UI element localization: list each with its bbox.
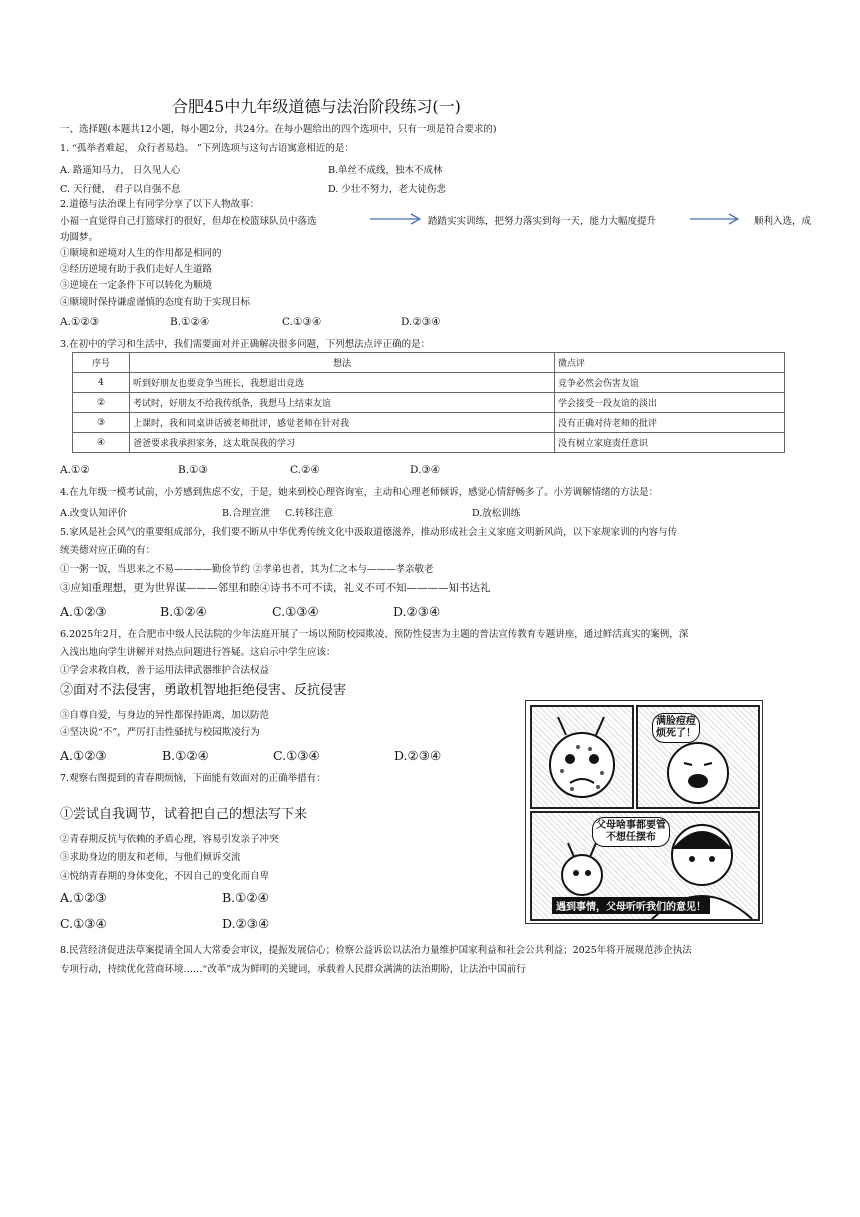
q4-option-b[interactable]: B.合理宣泄 <box>222 508 271 519</box>
q2-statement-3: ③逆境在一定条件下可以转化为顺境 <box>60 280 213 291</box>
q7-option-c[interactable]: C.①③④ <box>60 916 107 931</box>
comic-bubble <box>592 817 670 847</box>
table-cell: 爸爸要求我承担家务，这太耽误我的学习 <box>130 433 555 453</box>
q2-statement-1: ①顺境和逆境对人生的作用都是相同的 <box>60 248 222 259</box>
q3-option-c[interactable]: C.②④ <box>290 464 320 476</box>
comic-bubble-text: 父母啥事都要管 <box>596 820 666 831</box>
table-row <box>73 413 785 433</box>
q6-stem-line1: 6.2025年2月，在合肥市中级人民法院的少年法庭开展了一场以预防校园欺凌、预防性侵害为主题的普法宣传教育专题讲座，通过鲜活真实的案例，深 <box>60 629 689 640</box>
q5-statements-3-4: ③应知重理想，更为世界谋———邻里和睦④诗书不可不读，礼义不可不知————知书达礼 <box>60 582 491 594</box>
q5-statements-1-2: ①一粥一饭，当思来之不易————勤俭节约 ②孝弟也者，其为仁之本与———孝亲敬老 <box>60 564 434 575</box>
q1-option-b[interactable]: B.单丝不成线，独木不成林 <box>328 165 443 176</box>
table-cell: 听到好朋友也要竞争当班长，我想退出竞选 <box>130 373 555 393</box>
q2-option-d[interactable]: D.②③④ <box>401 316 441 328</box>
q2-story-part1: 小福一直觉得自己打篮球打的很好，但却在校篮球队员中落选 <box>60 216 317 227</box>
q4-option-a[interactable]: A.改变认知评价 <box>60 508 127 519</box>
table-cell: 学会接受一段友谊的淡出 <box>555 393 785 413</box>
q7-stem: 7.观察右图提到的青春期烦恼，下面能有效面对的正确举措有： <box>60 773 326 784</box>
q2-story-part4: 功圆梦。 <box>60 232 99 243</box>
comic-bubble-text: 不想任摆布 <box>606 832 656 843</box>
comic-panel-2 <box>636 705 760 809</box>
q6-option-c[interactable]: C.①③④ <box>273 748 320 763</box>
q2-story-part3: 顺利入选，成 <box>754 216 812 227</box>
q5-option-b[interactable]: B.①②④ <box>160 604 207 619</box>
q6-stem-line2: 入浅出地向学生讲解并对热点问题进行答疑。这启示中学生应该： <box>60 647 336 658</box>
comic-panel-3 <box>530 811 760 921</box>
table-cell: ② <box>73 393 130 413</box>
table-cell: ④ <box>73 433 130 453</box>
table-cell: 上课时，我和同桌讲话被老师批评，感觉老师在针对我 <box>130 413 555 433</box>
q2-option-a[interactable]: A.①②③ <box>60 316 100 328</box>
q3-option-d[interactable]: D.③④ <box>410 464 441 476</box>
arrow-right-icon <box>688 212 744 226</box>
q7-statement-3: ③求助身边的朋友和老师，与他们倾诉交流 <box>60 852 241 863</box>
table-cell: 竞争必然会伤害友谊 <box>555 373 785 393</box>
q5-option-a[interactable]: A.①②③ <box>60 604 107 619</box>
comic-caption: 遇到事情，父母听听我们的意见！ <box>552 897 710 914</box>
q5-option-d[interactable]: D.②③④ <box>393 604 441 619</box>
puberty-comic-illustration <box>525 700 763 924</box>
comic-bubble-text: 烦死了！ <box>656 728 696 739</box>
table-header-cell: 想法 <box>130 353 555 373</box>
q1-option-c[interactable]: C. 天行健， 君子以自强不息 <box>60 184 181 195</box>
q6-option-b[interactable]: B.①②④ <box>162 748 209 763</box>
q6-option-d[interactable]: D.②③④ <box>394 748 442 763</box>
q4-option-d[interactable]: D.放松训练 <box>472 508 521 519</box>
q2-statement-4: ④顺境时保持谦虚谨慎的态度有助于实现目标 <box>60 297 251 308</box>
q7-statement-2: ②青春期反抗与依赖的矛盾心理，容易引发亲子冲突 <box>60 834 279 845</box>
q1-option-d[interactable]: D. 少壮不努力，老大徒伤悲 <box>328 184 446 195</box>
section-heading: 一、选择题(本题共12小题，每小题2分，共24分。在每小题给出的四个选项中，只有一项是符合要求的) <box>60 124 497 135</box>
q4-stem: 4.在九年级一模考试前，小芳感到焦虑不安，于是，她来到校心理咨询室，主动和心理老师倾诉，感觉心情舒畅多了。小芳调解情绪的方法是： <box>60 487 659 498</box>
page-title: 合肥45中九年级道德与法治阶段练习(一) <box>172 97 461 116</box>
acne-face-icon <box>532 707 632 807</box>
table-cell: ③ <box>73 413 130 433</box>
table-cell: 4 <box>73 373 130 393</box>
q8-stem-line1: 8.民营经济促进法草案提请全国人大常委会审议，提振发展信心；检察公益诉讼以法治力量维护国家利益和社会公共利益；2025年将开展规范涉企执法 <box>60 945 692 956</box>
q4-option-c[interactable]: C.转移注意 <box>285 508 333 519</box>
q3-stem: 3.在初中的学习和生活中，我们需要面对并正确解决很多问题，下列想法点评正确的是： <box>60 339 431 350</box>
q2-option-b[interactable]: B.①②④ <box>170 316 210 328</box>
q6-statement-2: ②面对不法侵害，勇敢机智地拒绝侵害、反抗侵害 <box>60 683 347 698</box>
q8-stem-line2: 专项行动，持续优化营商环境……“改革”成为鲜明的关键词，承载着人民群众满满的法治期盼，让法治中国前行 <box>60 964 526 975</box>
q6-statement-1: ①学会求救自救，善于运用法律武器维护合法权益 <box>60 665 270 676</box>
q7-option-a[interactable]: A.①②③ <box>60 890 107 905</box>
q2-story-part2: 踏踏实实训练，把努力落实到每一天，能力大幅度提升 <box>428 216 657 227</box>
table-cell: 考试时，好朋友不给我传纸条，我想马上结束友谊 <box>130 393 555 413</box>
comic-panel-1 <box>530 705 634 809</box>
q3-option-a[interactable]: A.①② <box>60 464 90 476</box>
q3-option-b[interactable]: B.①③ <box>178 464 208 476</box>
table-header-cell: 序号 <box>73 353 130 373</box>
q3-table <box>72 352 785 453</box>
comic-bubble <box>652 713 700 743</box>
q2-stem: 2.道德与法治课上有同学分享了以下人物故事： <box>60 199 260 210</box>
table-row <box>73 433 785 453</box>
q6-statement-4: ④坚决说“不”，严厉打击性骚扰与校园欺凌行为 <box>60 727 260 738</box>
q5-option-c[interactable]: C.①③④ <box>272 604 319 619</box>
q7-statement-4: ④悦纳青春期的身体变化，不因自己的变化而自卑 <box>60 871 270 882</box>
q5-stem-line1: 5.家风是社会风气的重要组成部分，我们要不断从中华优秀传统文化中汲取道德滋养，推动形成社会主义家庭文明新风尚，以下家规家训的内容与传 <box>60 527 678 538</box>
q6-statement-3: ③自尊自爱，与身边的异性都保持距离，加以防范 <box>60 710 270 721</box>
arrow-right-icon <box>368 212 426 226</box>
q1-option-a[interactable]: A. 路遥知马力， 日久见人心 <box>60 165 181 176</box>
q7-option-d[interactable]: D.②③④ <box>222 916 270 931</box>
table-header-row <box>73 353 785 373</box>
table-header-cell: 微点评 <box>555 353 785 373</box>
table-cell: 没有树立家庭责任意识 <box>555 433 785 453</box>
table-row <box>73 393 785 413</box>
q2-statement-2: ②经历逆境有助于我们走好人生道路 <box>60 264 213 275</box>
comic-bubble-text: 满脸痘痘 <box>656 716 696 727</box>
q5-stem-line2: 统美德对应正确的有： <box>60 545 156 556</box>
table-row <box>73 373 785 393</box>
q7-statement-1: ①尝试自我调节，试着把自己的想法写下来 <box>60 807 308 822</box>
q7-option-b[interactable]: B.①②④ <box>222 890 269 905</box>
q1-stem: 1. “孤举者难起， 众行者易趋。 ”下列选项与这句古语寓意相近的是： <box>60 143 354 154</box>
q2-option-c[interactable]: C.①③④ <box>282 316 322 328</box>
q6-option-a[interactable]: A.①②③ <box>60 748 107 763</box>
table-cell: 没有正确对待老师的批评 <box>555 413 785 433</box>
